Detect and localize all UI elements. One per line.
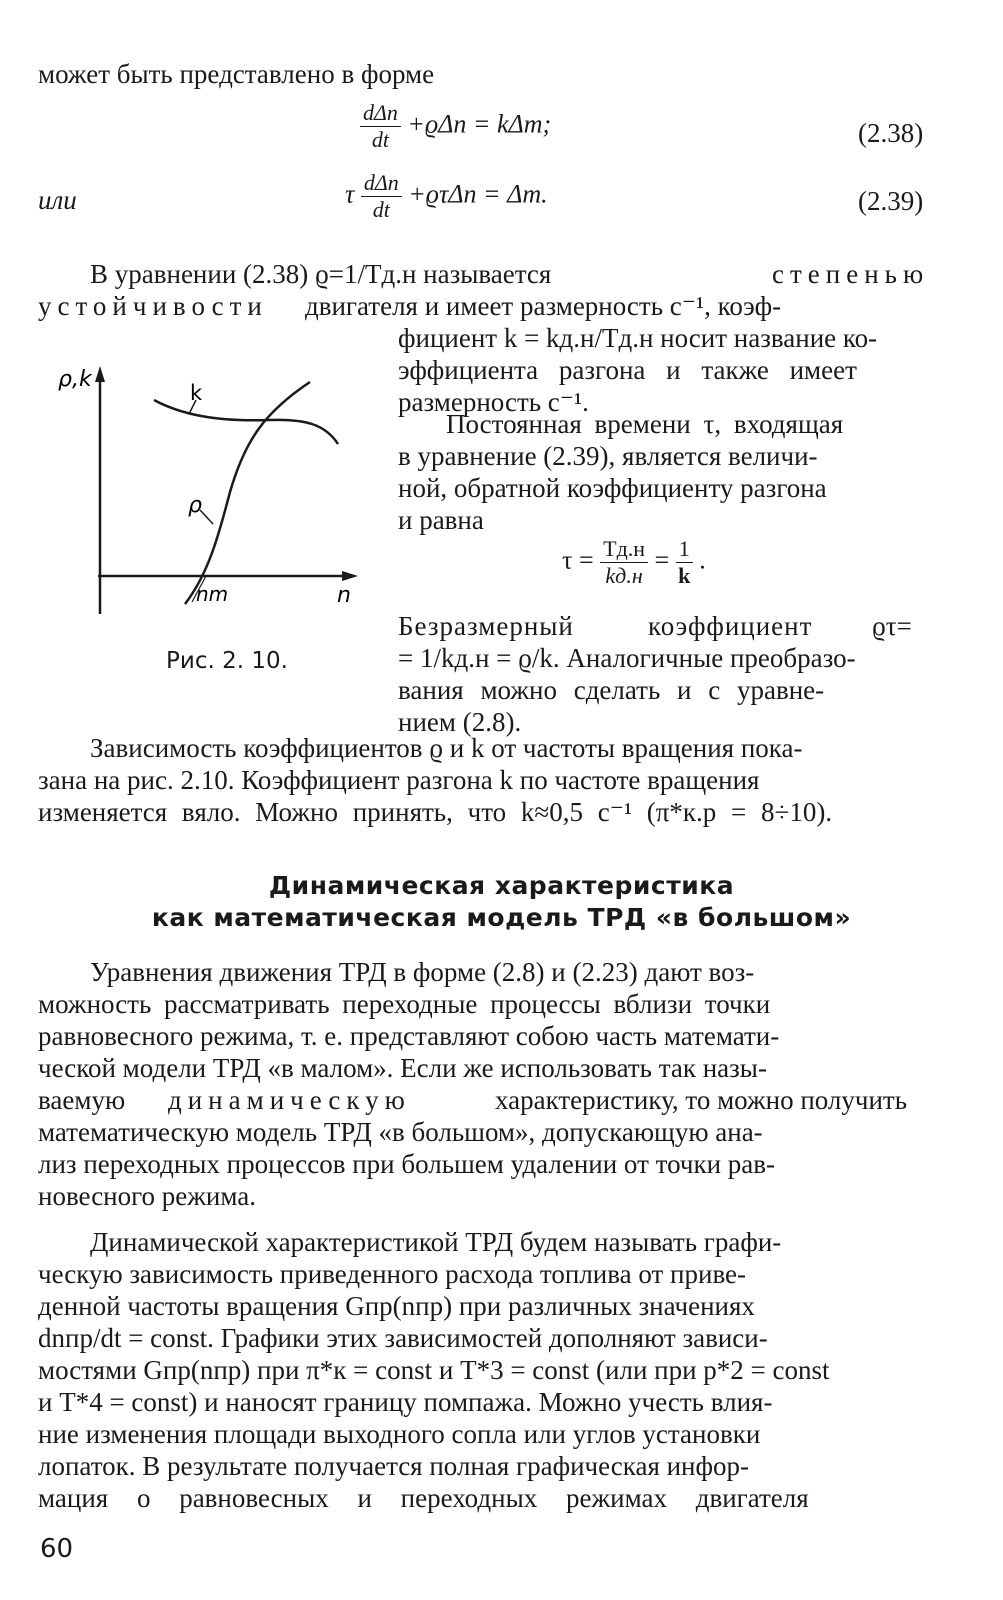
y-axis-arrow [95,366,105,382]
page-number: 60 [40,1534,74,1564]
curve-k [154,400,338,444]
paragraph-line: Постоянная времени τ, входящая [446,409,844,439]
figure-caption: Рис. 2. 10. [166,648,288,674]
paragraph-line: Безразмерный [398,611,574,641]
paragraph-line: и равна [398,505,484,535]
paragraph-line: зана на рис. 2.10. Коэффициент разгона k по частоте вращения [38,765,760,795]
paragraph-line: эффициента разгона и также имеет [398,355,857,385]
equation-2-39: τ $\frac{\text{dΔn}}{dt}$ +ϱτΔn = Δm. [345,170,548,222]
paragraph-line: фициент k = kд.н/Tд.н носит название ко- [398,323,878,353]
emphasized-term: динамическую [168,1085,411,1115]
fraction: $\frac{\text{dΔn}}{dt}$ [360,100,401,153]
fraction: $\frac{Tд.н}{kд.н}$ [600,536,648,589]
paragraph-line: ческой модели ТРД «в малом». Если же использовать так назы- [38,1053,767,1083]
paragraph-line: можность рассматривать переходные процессы вблизи точки [38,989,771,1019]
fraction: $\frac{1}{k}$ [676,536,693,589]
equation-rest: +ϱΔn = kΔm; [407,109,552,139]
paragraph-line: Уравнения движения ТРД в форме (2.8) и (2.23) дают воз- [90,957,755,987]
nm-label: nm [196,582,229,606]
paragraph-line: мостями Gпр(nпр) при π*к = const и T*3 = const (или при p*2 = const [38,1355,830,1385]
paragraph-line: математическую модель ТРД «в большом», допускающую ана- [38,1117,763,1147]
paragraph-line: изменяется вяло. Можно принять, что k≈0,5 с⁻¹ (π*к.р = 8÷10). [38,797,833,827]
equation-tau: τ = $\frac{Tд.н}{kд.н}$ = $\frac{1}{k}$ . [562,536,706,588]
paragraph-line: В уравнении (2.38) ϱ=1/Tд.н называется [90,259,552,289]
paragraph-line: Динамической характеристикой ТРД будем называть графи- [90,1227,782,1257]
section-heading: как математическая модель ТРД «в большом» [151,903,852,932]
paragraph-line: двигателя и имеет размерность с⁻¹, коэф- [305,291,782,321]
equation-2-38 [360,100,551,153]
equation-number: (2.39) [858,186,924,216]
equation-number: (2.38) [858,118,924,148]
paragraph-line: dnпр/dt = const. Графики этих зависимостей дополняют зависи- [38,1323,768,1353]
paragraph-line: равновесного режима, т. е. представляют собою часть математи- [38,1021,780,1051]
y-axis-label: ρ,k [58,367,92,392]
curve-rho-label: ρ [188,493,202,518]
paragraph-line: Зависимость коэффициентов ϱ и k от частоты вращения пока- [90,733,803,763]
paragraph-line: денной частоты вращения Gпр(nпр) при различных значениях [38,1291,755,1321]
paragraph-line: ваемую [38,1085,126,1115]
equation-rest: +ϱτΔn = Δm. [408,179,548,209]
paragraph-line: нием (2.8). [398,707,522,737]
paragraph-line: коэффициент [648,611,813,641]
figure-rho-k-plot [50,352,380,652]
emphasized-term: устойчивости [38,291,268,321]
paragraph-line: вания можно сделать и с уравне- [398,675,825,705]
curve-k-label: k [190,381,203,405]
paragraph-line: в уравнение (2.39), является величи- [398,441,818,471]
section-heading: Динамическая характеристика [268,871,735,900]
equation-prefix: или [38,185,77,215]
emphasized-term: степенью [772,259,930,289]
fraction: $\frac{\text{dΔn}}{dt}$ [361,170,402,223]
paragraph-line: ной, обратной коэффициенту разгона [398,473,827,503]
paragraph-line: размерность с⁻¹. [398,387,589,417]
paragraph-line: характеристику, то можно получить [495,1085,908,1115]
paragraph-line: и T*4 = const) и наносят границу помпажа. Можно учесть влия- [38,1387,773,1417]
x-axis-arrow [342,571,358,581]
paragraph-line: лиз переходных процессов при большем удалении от точки рав- [38,1149,775,1179]
paragraph-line: новесного режима. [38,1181,257,1211]
intro-line: может быть представлено в форме [38,59,435,89]
paragraph-line: ние изменения площади выходного сопла или углов установки [38,1419,761,1449]
paragraph-line: = 1/kд.н = ϱ/k. Аналогичные преобразо- [398,643,856,673]
paragraph-line: лопаток. В результате получается полная графическая инфор- [38,1451,749,1481]
paragraph-line: ческую зависимость приведенного расхода топлива от приве- [38,1259,747,1289]
x-axis-label: n [337,583,351,608]
paragraph-line: ϱτ= [872,611,912,641]
paragraph-line: мация о равновесных и переходных режимах двигателя [38,1483,809,1513]
